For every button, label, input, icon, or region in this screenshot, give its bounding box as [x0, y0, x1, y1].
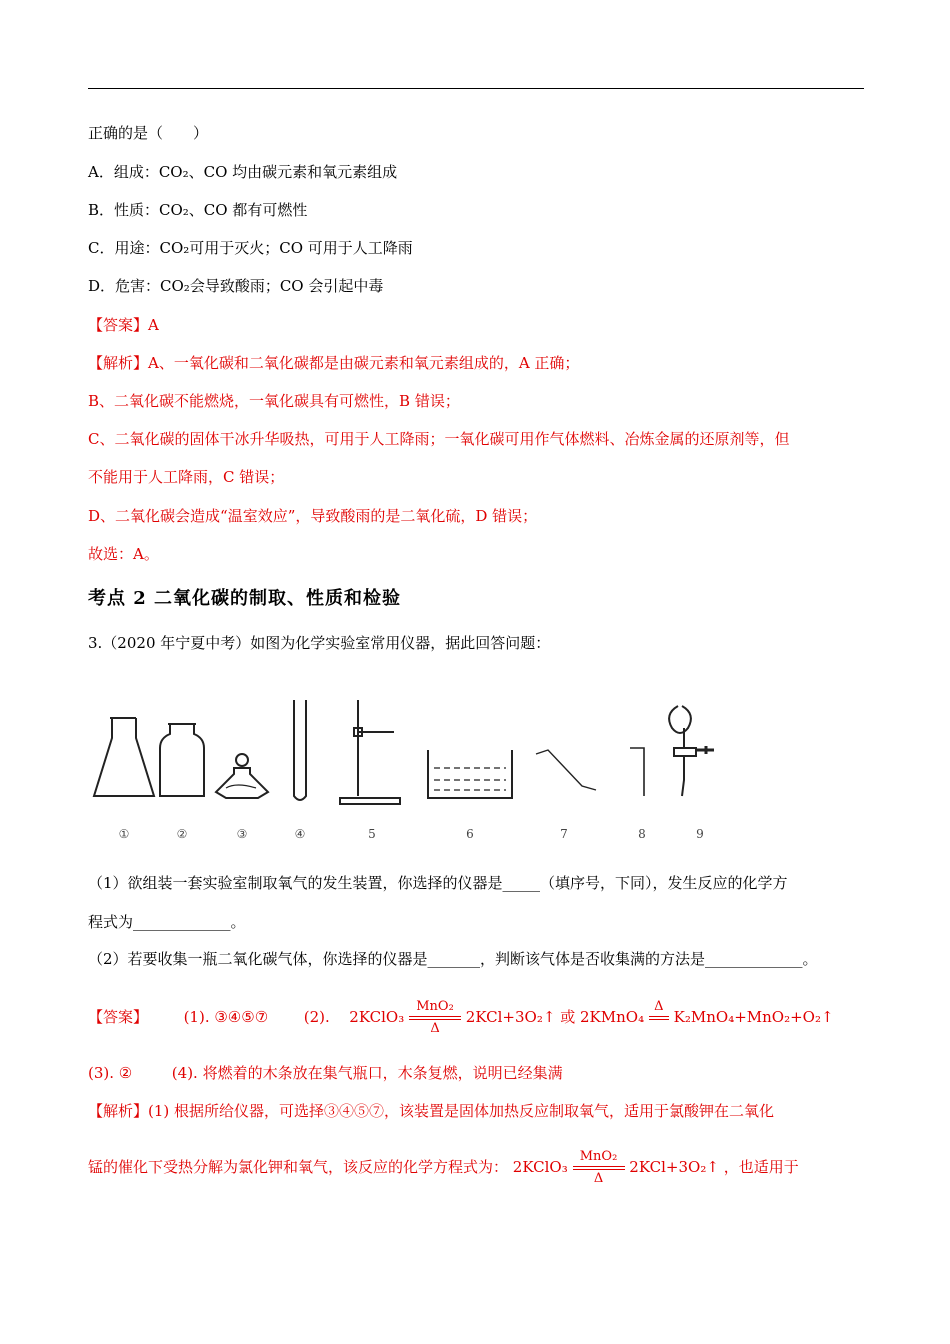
equation-1-condition — [409, 999, 461, 1037]
apparatus-label-5: 5 — [368, 827, 376, 841]
lab-apparatus-figure — [90, 688, 730, 848]
water-trough-icon — [428, 750, 512, 798]
analysis-3-line-2b: ，也适用于 — [723, 1158, 799, 1176]
answer-3-line — [88, 990, 834, 1044]
analysis-equation-right: 2KCl+3O₂↑ — [629, 1158, 719, 1176]
question-3-part-2: （2）若要收集一瓶二氧化碳气体，你选择的仪器是_______，判断该气体是否收集满的方法是_____________。 — [88, 950, 818, 968]
apparatus-label-7: 7 — [560, 827, 568, 841]
conical-flask-icon — [94, 718, 154, 796]
apparatus-label-6: 6 — [466, 827, 474, 841]
option-c: C．用途：CO₂可用于灭火；CO 可用于人工降雨 — [88, 239, 413, 257]
answer-3-a4: (4). 将燃着的木条放在集气瓶口，木条复燃，说明已经集满 — [171, 1064, 563, 1082]
heat-symbol-2: Δ — [654, 999, 664, 1014]
gas-jar-icon — [160, 724, 204, 796]
option-d: D．危害：CO₂会导致酸雨；CO 会引起中毒 — [88, 277, 384, 295]
option-b: B．性质：CO₂、CO 都有可燃性 — [88, 201, 308, 219]
heat-symbol: Δ — [430, 1021, 440, 1036]
question-3-part-1b: 程式为_____________。 — [88, 913, 246, 931]
answer-3-a1: (1). ③④⑤⑦ — [183, 1008, 269, 1026]
analysis-1-line-3: C、二氧化碳的固体干冰升华吸热，可用于人工降雨；一氧化碳可用作气体燃料、冶炼金属的还原剂等，但 — [88, 430, 790, 448]
section-heading: 考点 2 二氧化碳的制取、性质和检验 — [88, 588, 402, 609]
separatory-funnel-icon — [669, 706, 714, 796]
answer-3-a2: (2). — [303, 1008, 330, 1026]
bent-glass-tube-icon — [630, 748, 644, 796]
catalyst-text: MnO₂ — [416, 999, 454, 1014]
answer-1: 【答案】A — [88, 316, 159, 334]
equation-1-left: 2KClO₃ — [349, 1008, 405, 1026]
equation-2-left: 2KMnO₄ — [580, 1008, 645, 1026]
apparatus-label-4: ④ — [294, 827, 306, 841]
answer-3-line-2 — [88, 1062, 563, 1083]
iron-stand-icon — [340, 700, 400, 804]
analysis-1-line-1: 【解析】A、一氧化碳和二氧化碳都是由碳元素和氧元素组成的，A 正确； — [88, 354, 580, 372]
option-a: A．组成：CO₂、CO 均由碳元素和氧元素组成 — [88, 163, 398, 181]
apparatus-label-9: 9 — [696, 827, 704, 841]
apparatus-label-1: ① — [118, 827, 130, 841]
equation-2-condition — [649, 999, 669, 1037]
analysis-equation-condition: MnO₂ Δ — [573, 1149, 625, 1187]
alcohol-lamp-icon — [216, 754, 268, 798]
apparatus-label-8: 8 — [638, 827, 646, 841]
equation-2-right: K₂MnO₄+MnO₂+O₂↑ — [673, 1008, 834, 1026]
question-tail: 正确的是（ ） — [88, 124, 209, 142]
analysis-1-line-6: 故选：A。 — [88, 545, 159, 563]
answer-3-a3: (3). ② — [88, 1064, 133, 1082]
analysis-3-line-2 — [88, 1140, 799, 1194]
analysis-3-line-2a: 锰的催化下受热分解为氯化钾和氧气，该反应的化学方程式为： — [88, 1158, 509, 1176]
delivery-tube-icon — [536, 750, 596, 790]
header-rule — [88, 88, 864, 89]
apparatus-label-2: ② — [176, 827, 188, 841]
answer-3-or: 或 — [560, 1008, 576, 1026]
analysis-3-line-1: 【解析】(1) 根据所给仪器，可选择③④⑤⑦，该装置是固体加热反应制取氧气，适用于氯酸钾在二氧化 — [88, 1102, 775, 1120]
apparatus-label-3: ③ — [236, 827, 248, 841]
question-3-stem: 3.（2020 年宁夏中考）如图为化学实验室常用仪器，据此回答问题： — [88, 634, 551, 652]
test-tube-icon — [294, 700, 306, 800]
equation-1-right: 2KCl+3O₂↑ — [465, 1008, 556, 1026]
question-3-part-1a: （1）欲组装一套实验室制取氧气的发生装置，你选择的仪器是_____（填序号，下同），发生反应的化学方 — [88, 874, 788, 892]
analysis-1-line-4: 不能用于人工降雨，C 错误； — [88, 468, 285, 486]
analysis-1-line-2: B、二氧化碳不能燃烧，一氧化碳具有可燃性，B 错误； — [88, 392, 460, 410]
answer-3-tag: 【答案】 — [88, 1008, 149, 1026]
analysis-1-line-5: D、二氧化碳会造成“温室效应”，导致酸雨的是二氧化硫，D 错误； — [88, 507, 538, 525]
analysis-equation-left: 2KClO₃ — [512, 1158, 568, 1176]
